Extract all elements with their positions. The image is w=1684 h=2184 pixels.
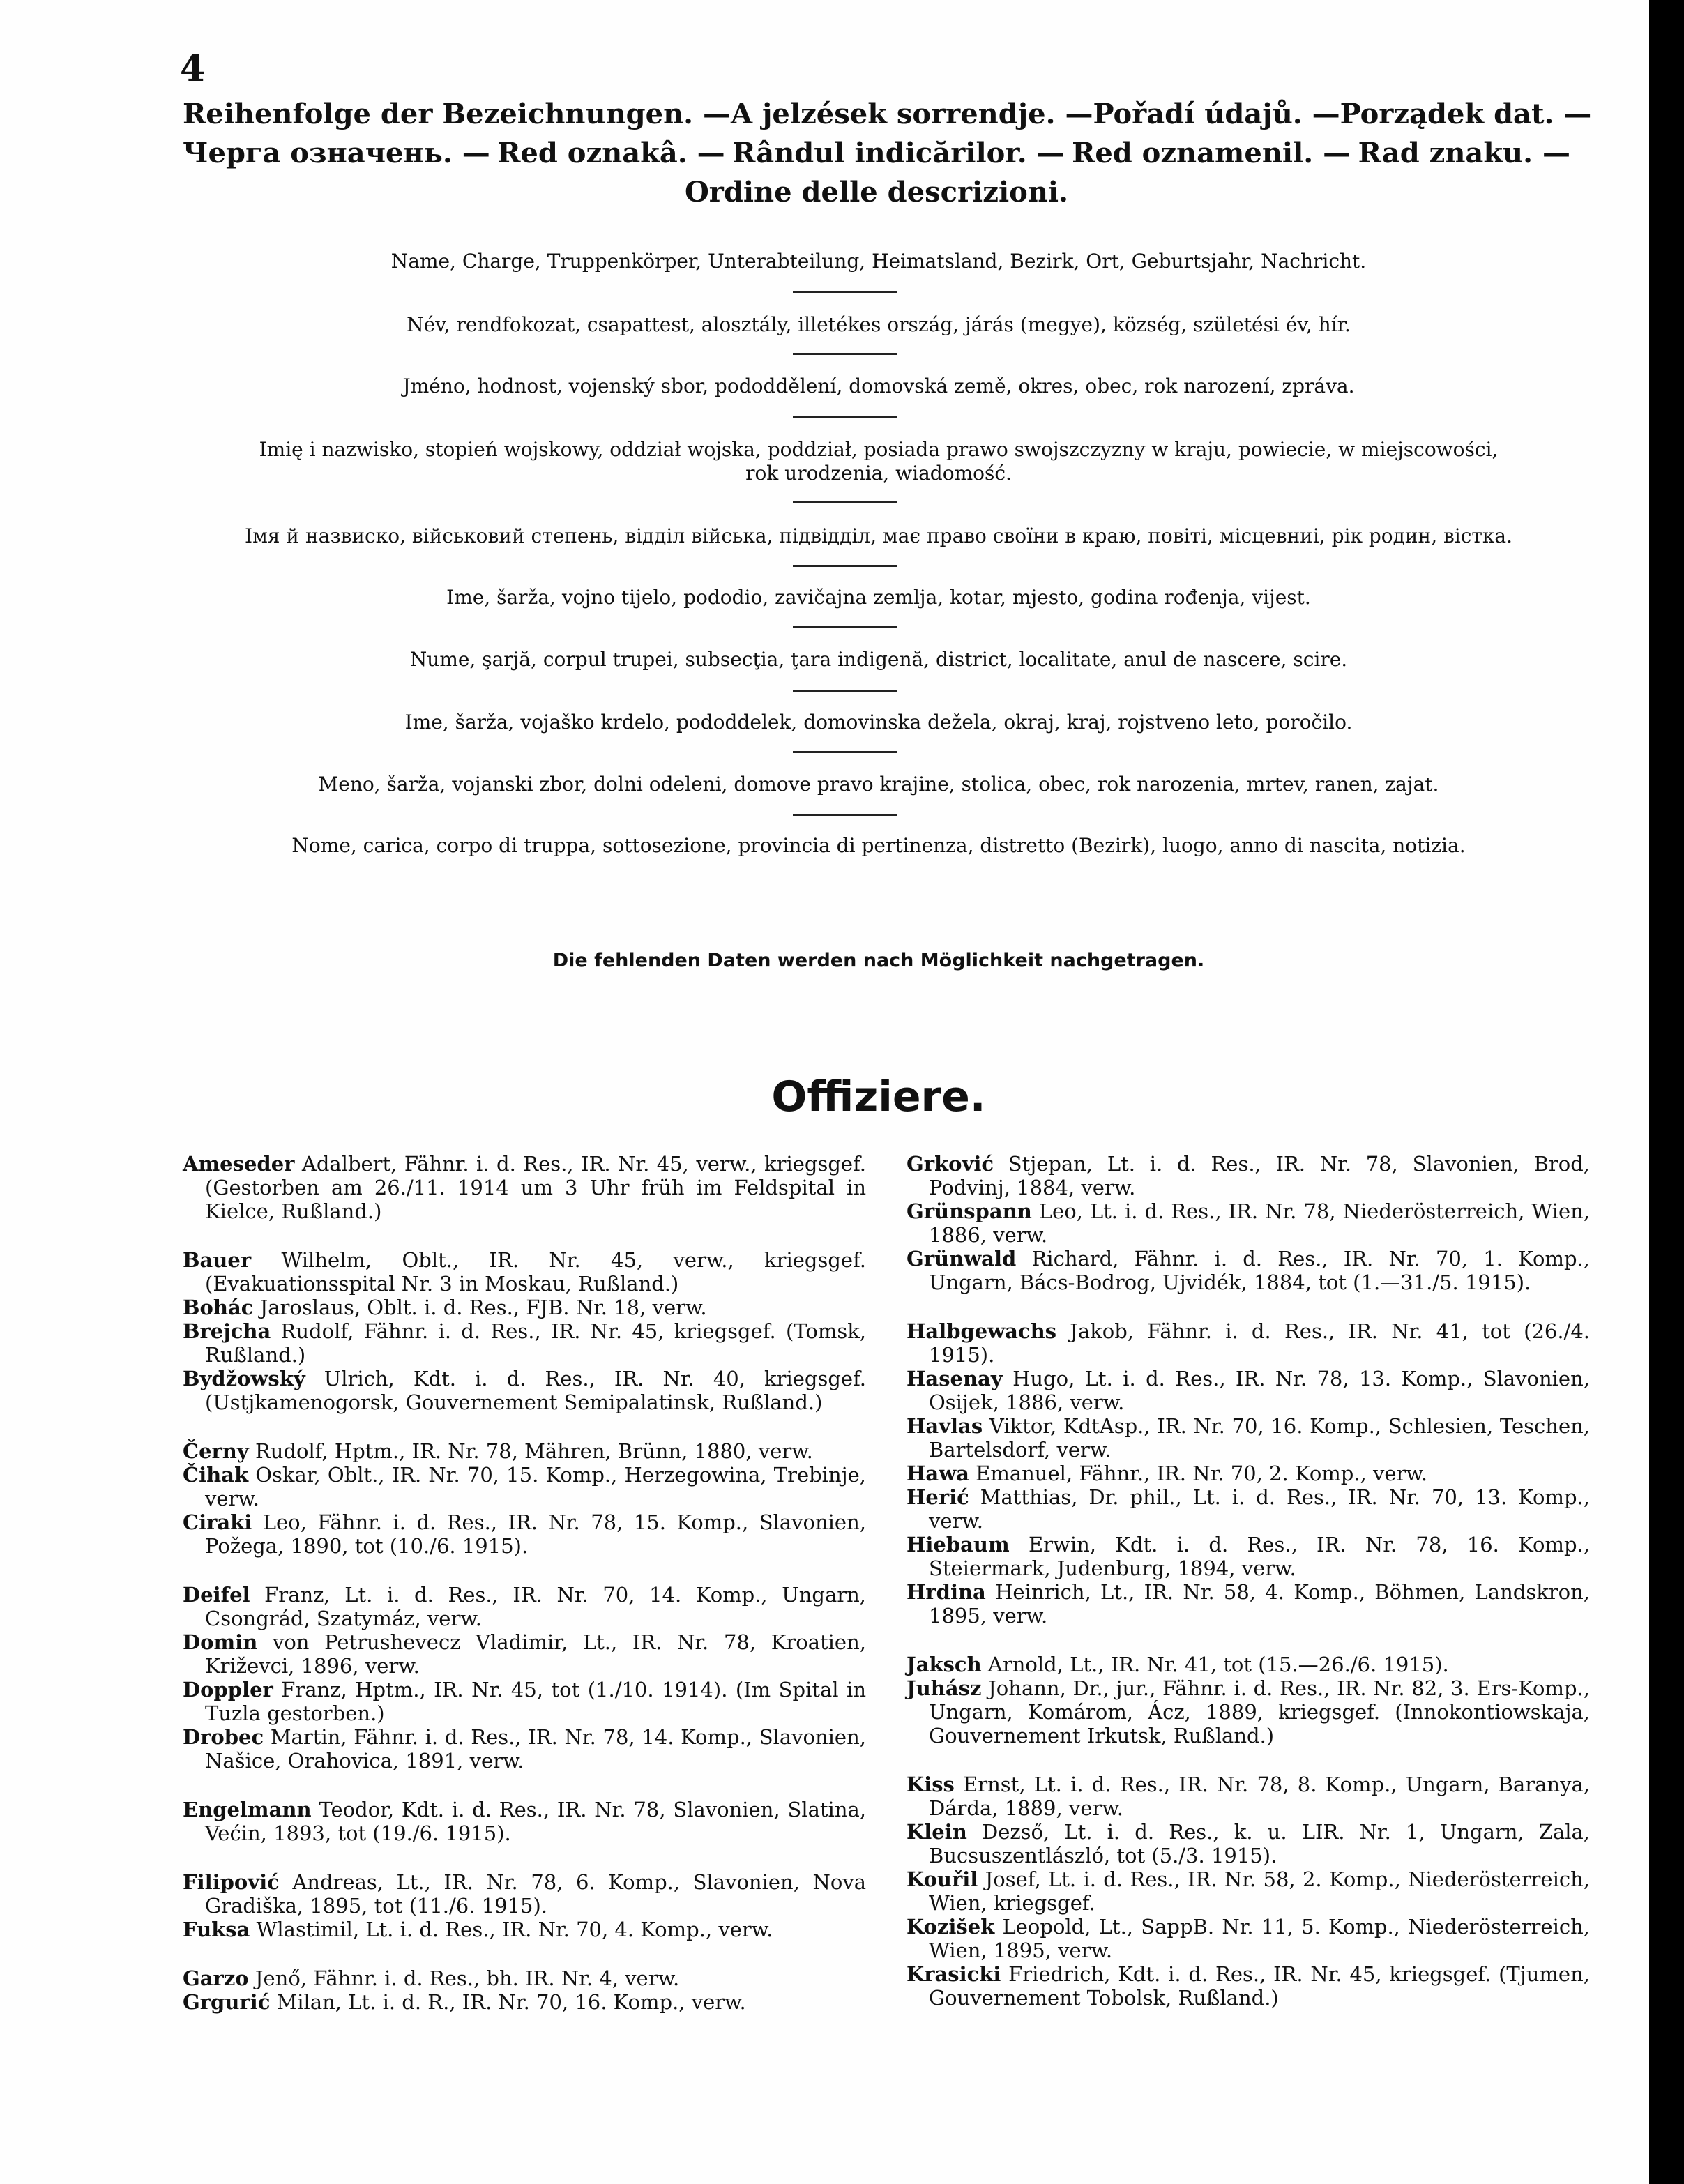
legend-line-sk: Meno, šarža, vojanski zbor, dolni odeleni, domove pravo krajine, stolica, obec, rok narozenia, mrtev, ranen, zajat.	[318, 773, 1439, 796]
officer-entry	[907, 1867, 1590, 1915]
entry-gap	[183, 1941, 866, 1966]
officer-surname: Jaksch	[907, 1653, 982, 1676]
header-item: Черга означень. —	[183, 137, 490, 169]
officer-entry	[907, 1367, 1590, 1414]
entry-gap	[183, 1773, 866, 1798]
entry-gap	[183, 1845, 866, 1870]
officer-surname: Hiebaum	[907, 1533, 1010, 1556]
officer-surname: Grgurić	[183, 1990, 271, 2014]
officer-details: Dezső, Lt. i. d. Res., k. u. LIR. Nr. 1, Ungarn, Zala, Bucsuszentlászló, tot (5./3. 1915).	[929, 1820, 1590, 1867]
legend-line-cs: Jméno, hodnost, vojenský sbor, pododdělení, domovská země, okres, obec, rok narození, zpráva.	[402, 374, 1355, 397]
officer-entry	[907, 1462, 1590, 1485]
officer-entry	[183, 1583, 866, 1630]
header-line-1	[183, 95, 1592, 134]
officer-details: Viktor, KdtAsp., IR. Nr. 70, 16. Komp., Schlesien, Teschen, Bartelsdorf, verw.	[929, 1414, 1590, 1462]
entry-gap	[907, 1747, 1590, 1773]
officer-details: Andreas, Lt., IR. Nr. 78, 6. Komp., Slavonien, Nova Gradiška, 1895, tot (11./6. 1915).	[205, 1870, 866, 1918]
officer-entry	[183, 1296, 866, 1319]
officer-details: Wlastimil, Lt. i. d. Res., IR. Nr. 70, 4. Komp., verw.	[250, 1918, 773, 1941]
officer-details: Leo, Lt. i. d. Res., IR. Nr. 78, Niederösterreich, Wien, 1886, verw.	[929, 1199, 1590, 1247]
officer-entry	[183, 1630, 866, 1678]
header-line-3	[183, 173, 1570, 212]
officer-entry	[907, 1485, 1590, 1533]
officer-entry	[183, 1798, 866, 1845]
entry-gap	[183, 1558, 866, 1583]
officer-details: Jakob, Fähnr. i. d. Res., IR. Nr. 41, tot (26./4. 1915).	[929, 1319, 1590, 1367]
officer-details: Milan, Lt. i. d. R., IR. Nr. 70, 16. Komp., verw.	[270, 1990, 746, 2014]
officer-details: Leopold, Lt., SappB. Nr. 11, 5. Komp., Niederösterreich, Wien, 1895, verw.	[929, 1915, 1590, 1962]
officer-surname: Filipović	[183, 1870, 280, 1894]
officer-details: Ernst, Lt. i. d. Res., IR. Nr. 78, 8. Komp., Ungarn, Baranya, Dárda, 1889, verw.	[929, 1773, 1590, 1820]
officer-details: von Petrushevecz Vladimir, Lt., IR. Nr. 78, Kroatien, Križevci, 1896, verw.	[205, 1630, 866, 1678]
missing-data-note: Die fehlenden Daten werden nach Möglichkeit nachgetragen.	[552, 950, 1205, 971]
officer-entry	[907, 1962, 1590, 2010]
officer-entry	[183, 1248, 866, 1296]
officer-details: Hugo, Lt. i. d. Res., IR. Nr. 78, 13. Komp., Slavonien, Osijek, 1886, verw.	[929, 1367, 1590, 1414]
officer-surname: Hrdina	[907, 1580, 986, 1604]
header-item: Red oznakâ. —	[497, 137, 725, 169]
divider	[793, 814, 897, 816]
header-item: Porządek dat. —	[1340, 98, 1592, 130]
header-title	[183, 95, 1592, 212]
legend-line-pl-2: rok urodzenia, wiadomość.	[745, 462, 1012, 485]
officer-entry	[907, 1152, 1590, 1199]
officer-entry	[907, 1820, 1590, 1867]
officer-details: Richard, Fähnr. i. d. Res., IR. Nr. 70, 1. Komp., Ungarn, Bács-Bodrog, Ujvidék, 1884, tot (1.—31./5. 1915).	[929, 1247, 1590, 1294]
officer-details: Wilhelm, Oblt., IR. Nr. 45, verw., kriegsgef. (Evakuationsspital Nr. 3 in Moskau, Rußland.)	[205, 1248, 866, 1296]
officer-details: Matthias, Dr. phil., Lt. i. d. Res., IR. Nr. 70, 13. Komp., verw.	[929, 1485, 1590, 1533]
section-title: Offiziere.	[771, 1072, 986, 1121]
officer-details: Martin, Fähnr. i. d. Res., IR. Nr. 78, 14. Komp., Slavonien, Našice, Orahovica, 1891, verw.	[205, 1725, 866, 1773]
header-item: Pořadí údajů. —	[1093, 98, 1340, 130]
officer-entry	[907, 1199, 1590, 1247]
officer-surname: Bydžowský	[183, 1367, 305, 1390]
entry-gap	[907, 1294, 1590, 1319]
officer-details: Oskar, Oblt., IR. Nr. 70, 15. Komp., Herzegowina, Trebinje, verw.	[205, 1463, 866, 1510]
officer-entry	[183, 1990, 866, 2014]
header-item: Red oznamenil. —	[1072, 137, 1351, 169]
legend-line-pl-1: Imię i nazwisko, stopień wojskowy, oddział wojska, poddział, posiada prawo swojszczyzny w kraju, powiecie, w miejscowości,	[259, 438, 1499, 461]
officer-surname: Čihak	[183, 1463, 249, 1487]
officer-surname: Klein	[907, 1820, 967, 1844]
officer-entry	[183, 1367, 866, 1414]
officer-surname: Grünspann	[907, 1199, 1032, 1223]
officer-details: Jenő, Fähnr. i. d. Res., bh. IR. Nr. 4, verw.	[248, 1966, 680, 1990]
divider	[793, 751, 897, 753]
legend-line-sl: Ime, šarža, vojaško krdelo, pododdelek, domovinska dežela, okraj, kraj, rojstveno leto, poročilo.	[404, 711, 1353, 734]
officer-details: Arnold, Lt., IR. Nr. 41, tot (15.—26./6. 1915).	[981, 1653, 1449, 1676]
officer-surname: Juhász	[907, 1676, 982, 1700]
officer-surname: Hasenay	[907, 1367, 1003, 1390]
officer-details: Friedrich, Kdt. i. d. Res., IR. Nr. 45, kriegsgef. (Tjumen, Gouvernement Tobolsk, Rußland.)	[929, 1962, 1590, 2010]
header-item: Ordine delle descrizioni.	[684, 176, 1069, 208]
header-item: Reihenfolge der Bezeichnungen. —	[183, 98, 731, 130]
entry-gap	[183, 1223, 866, 1248]
officer-surname: Havlas	[907, 1414, 983, 1438]
legend-line-ro: Nume, şarjă, corpul trupei, subsecţia, ţara indigenă, district, localitate, anul de nascere, scire.	[409, 648, 1348, 671]
officer-entry	[907, 1319, 1590, 1367]
legend-line-hu: Név, rendfokozat, csapattest, alosztály, illetékes ország, járás (megye), község, születési év, hír.	[407, 313, 1351, 336]
officer-surname: Drobec	[183, 1725, 264, 1749]
officer-details: Teodor, Kdt. i. d. Res., IR. Nr. 78, Slavonien, Slatina, Većin, 1893, tot (19./6. 1915).	[205, 1798, 866, 1845]
officer-surname: Bauer	[183, 1248, 252, 1272]
officer-details: Ulrich, Kdt. i. d. Res., IR. Nr. 40, kriegsgef. (Ustjkamenogorsk, Gouvernement Semipalatinsk, Rußland.)	[205, 1367, 866, 1414]
officer-details: Johann, Dr., jur., Fähnr. i. d. Res., IR. Nr. 82, 3. Ers-Komp., Ungarn, Komárom, Ácz, 1889, kriegsgef. (Innokontiowskaja, Gouvernement Irkutsk, Rußland.)	[929, 1676, 1590, 1747]
officer-surname: Grünwald	[907, 1247, 1017, 1271]
header-item: Rândul indicărilor. —	[732, 137, 1065, 169]
officer-entry	[183, 1152, 866, 1223]
officer-entry	[183, 1966, 866, 1990]
scan-edge-bar	[1649, 0, 1684, 2184]
entry-gap	[183, 1414, 866, 1439]
officer-details: Franz, Hptm., IR. Nr. 45, tot (1./10. 1914). (Im Spital in Tuzla gestorben.)	[205, 1678, 866, 1725]
legend-line-it: Nome, carica, corpo di truppa, sottosezione, provincia di pertinenza, distretto (Bezirk), luogo, anno di nascita, notizia.	[291, 834, 1466, 857]
officer-surname: Engelmann	[183, 1798, 312, 1821]
officer-surname: Kiss	[907, 1773, 955, 1796]
officer-details: Josef, Lt. i. d. Res., IR. Nr. 58, 2. Komp., Niederösterreich, Wien, kriegsgef.	[929, 1867, 1590, 1915]
officer-details: Rudolf, Hptm., IR. Nr. 78, Mähren, Brünn, 1880, verw.	[248, 1439, 813, 1463]
entry-gap	[907, 1628, 1590, 1653]
officer-surname: Doppler	[183, 1678, 273, 1701]
divider	[793, 416, 897, 418]
officer-surname: Krasicki	[907, 1962, 1001, 1986]
header-item: Rad znaku. —	[1358, 137, 1570, 169]
divider	[793, 690, 897, 692]
officer-entry	[907, 1915, 1590, 1962]
officer-surname: Kozišek	[907, 1915, 995, 1939]
legend-line-hr: Ime, šarža, vojno tijelo, pododio, zavičajna zemlja, kotar, mjesto, godina rođenja, vijest.	[446, 586, 1311, 609]
officer-entry	[183, 1870, 866, 1918]
officer-details: Franz, Lt. i. d. Res., IR. Nr. 70, 14. Komp., Ungarn, Csongrád, Szatymáz, verw.	[205, 1583, 866, 1630]
officer-surname: Grković	[907, 1152, 994, 1176]
officer-surname: Brejcha	[183, 1319, 271, 1343]
officer-surname: Černy	[183, 1439, 249, 1463]
officer-entry	[907, 1414, 1590, 1462]
officer-surname: Kouřil	[907, 1867, 978, 1891]
divider	[793, 626, 897, 628]
officer-entry	[183, 1510, 866, 1558]
officer-surname: Halbgewachs	[907, 1319, 1057, 1343]
officer-surname: Deifel	[183, 1583, 250, 1607]
officer-surname: Ameseder	[183, 1152, 295, 1176]
officer-details: Jaroslaus, Oblt. i. d. Res., FJB. Nr. 18, verw.	[253, 1296, 707, 1319]
entries-right-column	[907, 1152, 1590, 2010]
officer-details: Stjepan, Lt. i. d. Res., IR. Nr. 78, Slavonien, Brod, Podvinj, 1884, verw.	[929, 1152, 1590, 1199]
officer-entry	[183, 1439, 866, 1463]
officer-entry	[183, 1678, 866, 1725]
officer-entry	[907, 1653, 1590, 1676]
officer-surname: Ciraki	[183, 1510, 252, 1534]
officer-details: Erwin, Kdt. i. d. Res., IR. Nr. 78, 16. Komp., Steiermark, Judenburg, 1894, verw.	[929, 1533, 1590, 1580]
officer-surname: Herić	[907, 1485, 969, 1509]
officer-entry	[907, 1773, 1590, 1820]
officer-entry	[907, 1676, 1590, 1747]
officer-surname: Domin	[183, 1630, 258, 1654]
officer-entry	[183, 1319, 866, 1367]
divider	[793, 353, 897, 355]
officer-entry	[907, 1247, 1590, 1294]
officer-entry	[907, 1533, 1590, 1580]
divider	[793, 501, 897, 503]
officer-surname: Hawa	[907, 1462, 969, 1485]
legend-line-de: Name, Charge, Truppenkörper, Unterabteilung, Heimatsland, Bezirk, Ort, Geburtsjahr, Nachricht.	[390, 250, 1367, 273]
entries-left-column	[183, 1152, 866, 2014]
officer-entry	[183, 1918, 866, 1941]
officer-entry	[183, 1463, 866, 1510]
header-line-2	[183, 134, 1570, 173]
divider	[793, 565, 897, 567]
officer-details: Heinrich, Lt., IR. Nr. 58, 4. Komp., Böhmen, Landskron, 1895, verw.	[929, 1580, 1590, 1628]
officer-surname: Fuksa	[183, 1918, 250, 1941]
header-item: A jelzések sorrendje. —	[731, 98, 1093, 130]
officer-details: Rudolf, Fähnr. i. d. Res., IR. Nr. 45, kriegsgef. (Tomsk, Rußland.)	[205, 1319, 866, 1367]
officer-entry	[183, 1725, 866, 1773]
legend-line-pl	[167, 438, 1590, 485]
officer-details: Leo, Fähnr. i. d. Res., IR. Nr. 78, 15. Komp., Slavonien, Požega, 1890, tot (10./6. 1915).	[205, 1510, 866, 1558]
officer-surname: Bohác	[183, 1296, 254, 1319]
divider	[793, 291, 897, 293]
officer-details: Adalbert, Fähnr. i. d. Res., IR. Nr. 45, verw., kriegsgef. (Gestorben am 26./11. 1914 um 3 Uhr früh im Feldspital in Kielce, Rußland.)	[205, 1152, 866, 1223]
officer-entry	[907, 1580, 1590, 1628]
page-number: 4	[180, 47, 206, 90]
officer-details: Emanuel, Fähnr., IR. Nr. 70, 2. Komp., verw.	[969, 1462, 1427, 1485]
legend-line-uk: Імя й назвиско, військовий степень, відділ війська, підвідділ, має право своїни в краю, повіті, місцевниі, рік родин, вістка.	[245, 524, 1512, 547]
officer-surname: Garzo	[183, 1966, 249, 1990]
